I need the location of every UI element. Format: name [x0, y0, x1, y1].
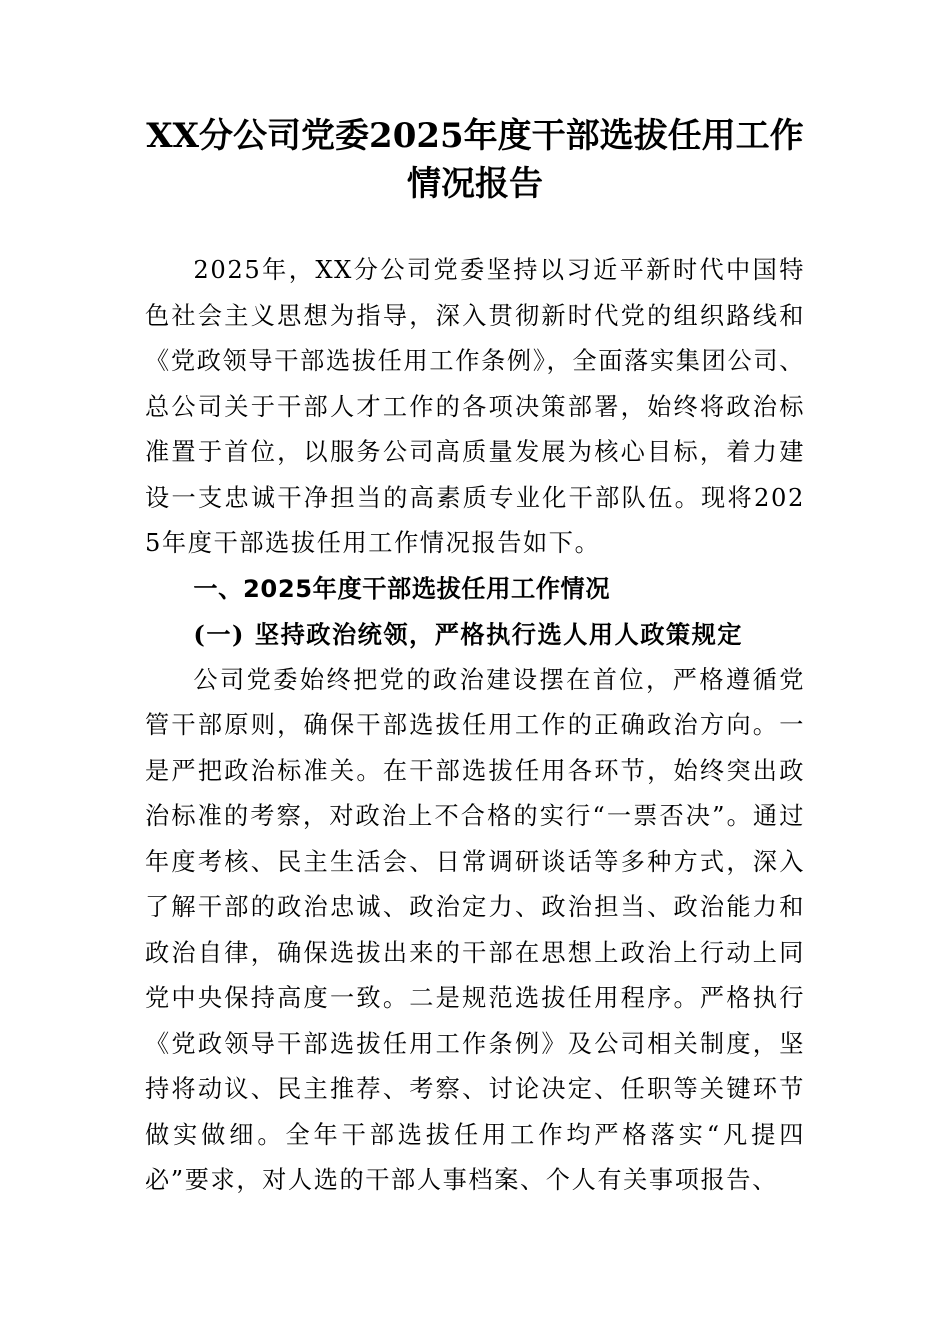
section-heading: 一、2025年度干部选拔任用工作情况 — [193, 574, 611, 603]
document-body — [145, 248, 805, 1204]
document-title: XX分公司党委2025年度干部选拔任用工作情况报告 — [146, 116, 804, 204]
subsection-heading: (一) 坚持政治统领，严格执行选人用人政策规定 — [193, 620, 743, 649]
intro-paragraph: 2025年，XX分公司党委坚持以习近平新时代中国特色社会主义思想为指导，深入贯彻新时代党的组织路线和《党政领导干部选拔任用工作条例》，全面落实集团公司、总公司关于干部人才工作的各项决策部署，始终将政治标准置于首位，以服务公司高质量发展为核心目标，着力建设一支忠诚干净担当的高素质专业化干部队伍。现将2025年度干部选拔任用工作情况报告如下。 — [145, 256, 805, 557]
subsection-paragraph: 公司党委始终把党的政治建设摆在首位，严格遵循党管干部原则，确保干部选拔任用工作的正确政治方向。一是严把政治标准关。在干部选拔任用各环节，始终突出政治标准的考察，对政治上不合格的实行“一票否决”。通过年度考核、民主生活会、日常调研谈话等多种方式，深入了解干部的政治忠诚、政治定力、政治担当、政治能力和政治自律，确保选拔出来的干部在思想上政治上行动上同党中央保持高度一致。二是规范选拔任用程序。严格执行《党政领导干部选拔任用工作条例》及公司相关制度，坚持将动议、民主推荐、考察、讨论决定、任职等关键环节做实做细。全年干部选拔任用工作均严格落实“凡提四必”要求，对人选的干部人事档案、个人有关事项报告、 — [145, 665, 805, 1194]
